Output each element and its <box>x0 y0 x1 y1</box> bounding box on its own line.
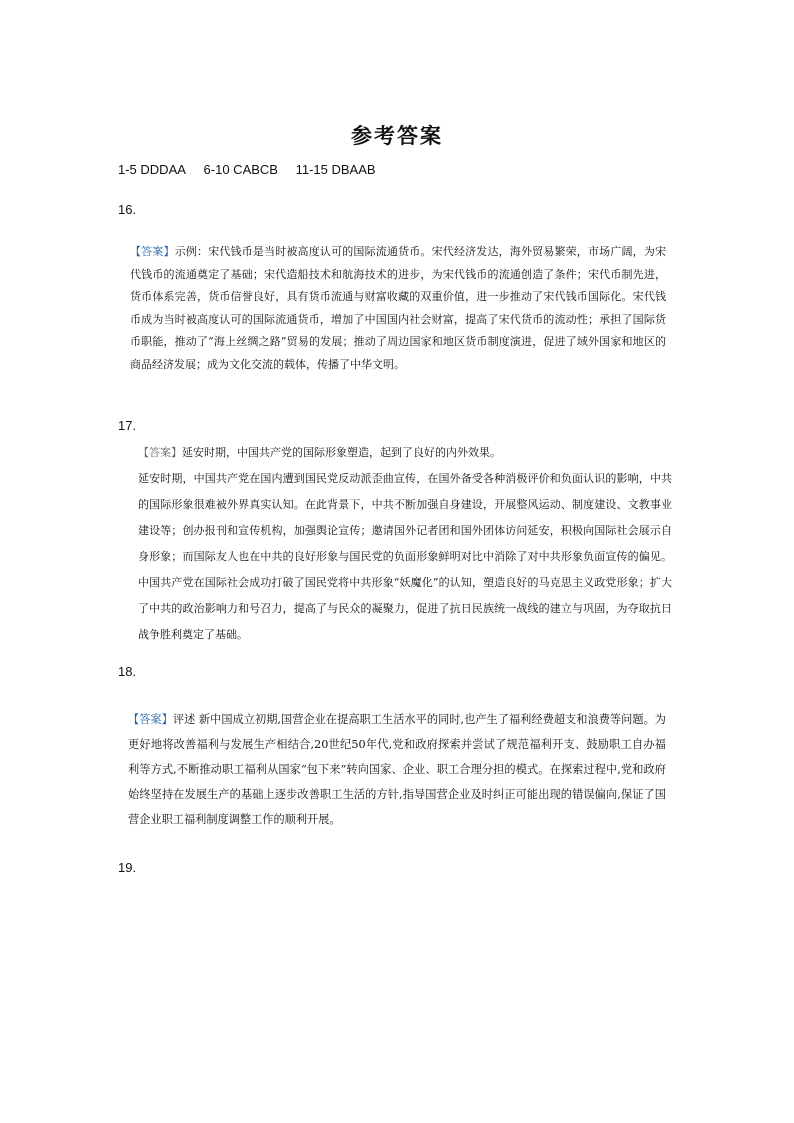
question-16-answer <box>130 241 666 376</box>
answer-tag: 【答案】 <box>130 245 175 258</box>
answer-text: 示例：宋代钱币是当时被高度认可的国际流通货币。宋代经济发达，海外贸易繁荣，市场广阔，为宋代钱币的流通奠定了基础；宋代造船技术和航海技术的进步，为宋代钱币的流通创造了条件；宋代币制先进，货币体系完善，货币信誉良好，具有货币流通与财富收藏的双重价值，进一步推动了宋代钱币国际化。宋代钱币成为当时被高度认可的国际流通货币，增加了中国国内社会财富，提高了宋代货币的流动性；承担了国际货币职能，推动了“海上丝绸之路”贸易的发展；推动了周边国家和地区货币制度演进，促进了域外国家和地区的商品经济发展；成为文化交流的载体，传播了中华文明。 <box>130 245 667 371</box>
answer-text: 延安时期，中国共产党在国内遭到国民党反动派歪曲宣传，在国外备受各种消极评价和负面认识的影响，中共的国际形象很难被外界真实认知。在此背景下，中共不断加强自身建设，开展整风运动、制度建设、文教事业建设等；创办报刊和宣传机构，加强舆论宣传；邀请国外记者团和国外团体访问延安，积极向国际社会展示自身形象；而国际友人也在中共的良好形象与国民党的负面形象鲜明对比中消除了对中共形象负面宣传的偏见。中国共产党在国际社会成功打破了国民党将中共形象“妖魔化”的认知，塑造良好的马克思主义政党形象；扩大了中共的政治影响力和号召力，提高了与民众的凝聚力，促进了抗日民族统一战线的建立与巩固，为夺取抗日战争胜利奠定了基础。 <box>138 472 672 641</box>
question-18-number: 18. <box>118 664 137 679</box>
question-18-answer <box>128 707 666 832</box>
mcq-group-2: 6-10 CABCB <box>203 162 278 177</box>
answer-tag: 【答案】 <box>138 446 182 459</box>
answer-text: 评述 新中国成立初期,国营企业在提高职工生活水平的同时,也产生了福利经费超支和浪费等问题。为更好地将改善福利与发展生产相结合,20世纪50年代,党和政府探索并尝试了规范福利开支、鼓励职工自办福利等方式,不断推动职工福利从国家“包下来”转向国家、企业、职工合理分担的模式。在探索过程中,党和政府始终坚持在发展生产的基础上逐步改善职工生活的方针,指导国营企业及时纠正可能出现的错误偏向,保证了国营企业职工福利制度调整工作的顺利开展。 <box>128 713 666 826</box>
question-17-number: 17. <box>118 418 137 433</box>
answer-lead: 延安时期，中国共产党的国际形象塑造，起到了良好的内外效果。 <box>182 446 501 459</box>
page-title: 参考答案 <box>351 124 443 148</box>
question-17-answer <box>138 440 672 648</box>
question-16-number: 16. <box>118 202 137 217</box>
question-19-number: 19. <box>118 860 137 875</box>
answer-tag: 【答案】 <box>128 713 173 726</box>
mcq-answers <box>118 162 390 177</box>
mcq-group-1: 1-5 DDDAA <box>118 162 186 177</box>
mcq-group-3: 11-15 DBAAB <box>295 162 376 177</box>
